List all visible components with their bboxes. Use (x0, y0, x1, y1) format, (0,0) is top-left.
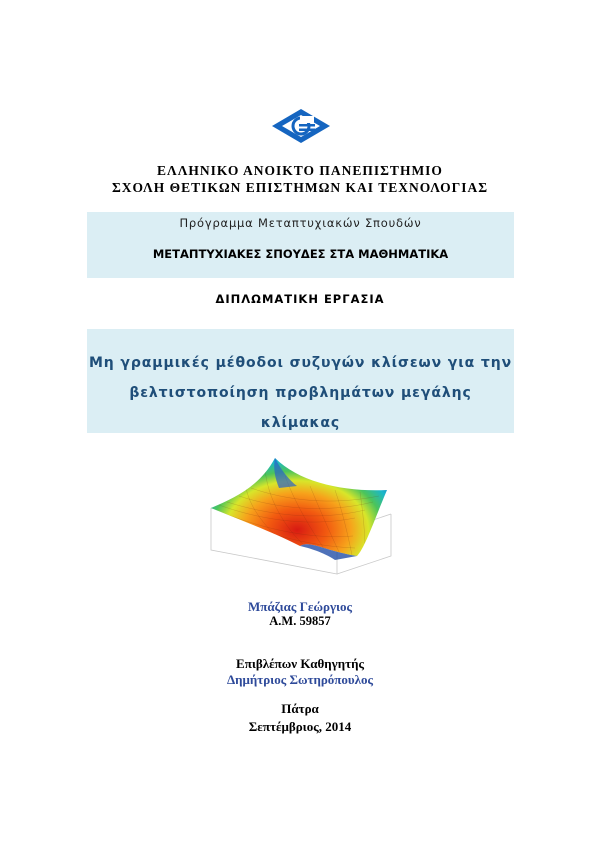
3d-surface-plot-figure (205, 448, 397, 580)
thesis-type: ΔΙΠΛΩΜΑΤΙΚΗ ΕΡΓΑΣΙΑ (215, 292, 385, 306)
school-name: ΣΧΟΛΗ ΘΕΤΙΚΩΝ ΕΠΙΣΤΗΜΩΝ ΚΑΙ ΤΕΧΝΟΛΟΓΙΑΣ (111, 180, 489, 195)
thesis-title (87, 348, 514, 438)
supervisor-name: Δημήτριος Σωτηρόπουλος (226, 672, 374, 687)
student-id: Α.Μ. 59857 (269, 614, 331, 628)
thesis-title-line-2: βελτιστοποίηση προβλημάτων μεγάλης κλίμακας (129, 385, 472, 431)
program-label: Πρόγραμμα Μεταπτυχιακών Σπουδών (179, 216, 422, 230)
program-name: ΜΕΤΑΠΤΥΧΙΑΚΕΣ ΣΠΟΥΔΕΣ ΣΤΑ ΜΑΘΗΜΑΤΙΚΑ (152, 247, 449, 261)
university-logo-icon (270, 107, 332, 145)
date: Σεπτέμβριος, 2014 (248, 719, 352, 734)
author-name: Μπάζιας Γεώργιος (247, 599, 353, 614)
university-name: ΕΛΛΗΝΙΚΟ ΑΝΟΙΚΤΟ ΠΑΝΕΠΙΣΤΗΜΙΟ (157, 163, 443, 178)
place: Πάτρα (281, 701, 319, 716)
supervisor-label: Επιβλέπων Καθηγητής (236, 656, 364, 671)
thesis-title-line-1: Μη γραμμικές μέθοδοι συζυγών κλίσεων για την (88, 355, 513, 371)
